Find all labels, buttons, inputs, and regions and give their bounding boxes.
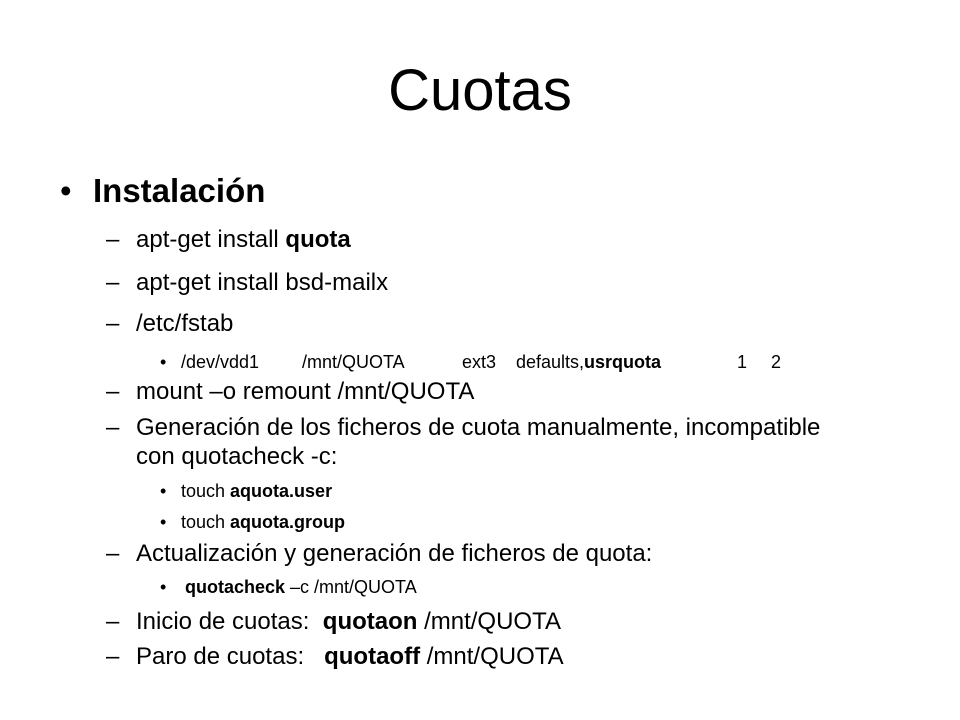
fstab-options-bold: usrquota xyxy=(584,352,662,372)
item-text xyxy=(136,642,564,672)
fstab-mount: /mnt/QUOTA xyxy=(302,352,405,372)
sub-item-text-part: touch xyxy=(181,512,231,532)
fstab-options xyxy=(516,351,661,373)
slide-title: Cuotas xyxy=(388,58,572,123)
item-text-part: Paro de cuotas: xyxy=(136,643,325,670)
bullet-marker: • xyxy=(60,172,72,209)
item-text: mount –o remount /mnt/QUOTA xyxy=(136,378,475,405)
dash-marker: – xyxy=(106,269,120,296)
sub-item-text-bold: quotacheck xyxy=(185,577,286,597)
dash-marker: – xyxy=(106,378,120,405)
item-text-part: /mnt/QUOTA xyxy=(417,608,561,635)
bullet-marker: • xyxy=(160,352,167,372)
sub-item-text-bold: aquota.group xyxy=(230,512,346,532)
item-text-part: Inicio de cuotas: xyxy=(136,608,323,635)
bullet-marker: • xyxy=(160,481,167,501)
sub-item-text-part: touch xyxy=(181,481,231,501)
item-text: Actualización y generación de ficheros de quota: xyxy=(136,540,653,567)
dash-marker: – xyxy=(106,608,120,635)
item-text-part: /mnt/QUOTA xyxy=(420,643,564,670)
item-text-part: apt-get install xyxy=(136,226,286,253)
fstab-dev: /dev/vdd1 xyxy=(181,352,260,372)
item-text-line2: con quotacheck -c: xyxy=(136,443,338,470)
bullet-marker: • xyxy=(160,577,167,597)
fstab-options-plain: defaults, xyxy=(516,352,585,372)
sub-item-text-bold: aquota.user xyxy=(230,481,333,501)
item-text xyxy=(136,607,561,637)
dash-marker: – xyxy=(106,226,120,253)
item-text: apt-get install bsd-mailx xyxy=(136,269,389,296)
heading-text: Instalación xyxy=(93,172,266,209)
dash-marker: – xyxy=(106,540,120,567)
fstab-type: ext3 xyxy=(462,352,497,372)
sub-item-text xyxy=(181,480,332,502)
dash-marker: – xyxy=(106,643,120,670)
fstab-pass: 2 xyxy=(771,352,782,372)
sub-item-text xyxy=(181,511,345,533)
item-text-bold: quota xyxy=(285,226,351,253)
item-text: /etc/fstab xyxy=(136,310,234,337)
sub-item-text xyxy=(185,576,417,598)
sub-item-text-part: –c /mnt/QUOTA xyxy=(285,577,417,597)
item-text-bold: quotaoff xyxy=(324,643,421,670)
dash-marker: – xyxy=(106,414,120,441)
dash-marker: – xyxy=(106,310,120,337)
bullet-marker: • xyxy=(160,512,167,532)
fstab-dump: 1 xyxy=(737,352,748,372)
item-text-bold: quotaon xyxy=(322,608,418,635)
item-text xyxy=(136,225,351,255)
item-text-line1: Generación de los ficheros de cuota manualmente, incompatible xyxy=(136,414,821,441)
